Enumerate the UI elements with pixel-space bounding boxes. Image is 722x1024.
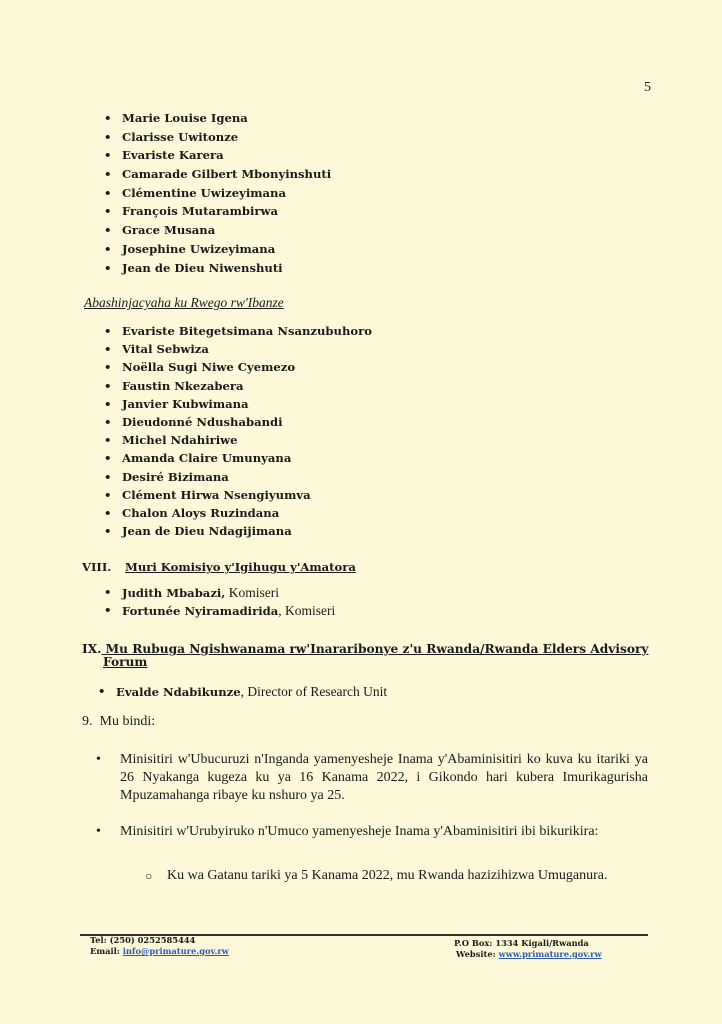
section-9-number: IX. <box>82 642 102 656</box>
list-item <box>104 585 335 603</box>
member-name: Evalde Ndabikunze <box>116 685 241 699</box>
section-8-number: VIII. <box>82 560 112 574</box>
list-item: • Clément Hirwa Nsengiyumva <box>104 488 372 506</box>
name-list-1 <box>104 111 331 279</box>
footer-address <box>454 938 602 960</box>
list-item: • Evariste Karera <box>104 148 331 167</box>
section-9-title-cont: Forum <box>103 655 148 669</box>
list-item: • Jean de Dieu Ndagijimana <box>104 524 372 542</box>
list-item: • Janvier Kubwimana <box>104 397 372 415</box>
paragraph: Minisitiri w'Urubyiruko n'Umuco yamenyesheje Inama y'Abaminisitiri ibi bikurikira: <box>120 824 599 839</box>
list-item <box>104 603 335 621</box>
paragraph: Ku wa Gatanu tariki ya 5 Kanama 2022, mu Rwanda hazizihizwa Umuganura. <box>167 868 608 883</box>
list-item: • Michel Ndahiriwe <box>104 433 372 451</box>
member-role: , Director of Research Unit <box>240 684 388 699</box>
member-role: , Komiseri <box>278 603 336 618</box>
email-link[interactable]: info@primature.gov.rw <box>122 946 229 956</box>
list-item <box>98 684 387 700</box>
section-9-title: Mu Rubuga Ngishwanama rw'Inararibonye z'u Rwanda/Rwanda Elders Advisory <box>101 642 649 656</box>
list-item: • Chalon Aloys Ruzindana <box>104 506 372 524</box>
paragraph: Minisitiri w'Ubucuruzi n'Inganda yamenyesheje Inama y'Abaminisitiri ko kuva ku itariki ya 26 Nyakanga kugeza ku ya 16 Kanama 2022, i Gikondo hari kubera Imurikagurisha Mpuzamahanga ribaye ku nshuro ya 25. <box>120 752 648 803</box>
bullet-icon: • <box>96 824 101 839</box>
footer-website-row <box>454 949 602 960</box>
section-8-title: Muri Komisiyo y'Igihugu y'Amatora <box>125 560 356 574</box>
website-link[interactable]: www.primature.gov.rw <box>498 949 602 959</box>
footer-pobox: P.O Box: 1334 Kigali/Rwanda <box>454 938 589 948</box>
section-9-heading <box>82 642 648 656</box>
footer-contact <box>90 935 229 957</box>
list-item: • Camarade Gilbert Mbonyinshuti <box>104 167 331 186</box>
section-9-list <box>98 684 387 700</box>
subheading: Abashinjacyaha ku Rwego rw'Ibanze <box>84 295 284 310</box>
list-item: • Amanda Claire Umunyana <box>104 451 372 469</box>
member-name: Fortunée Nyiramadirida <box>122 604 279 618</box>
list-item: • Grace Musana <box>104 223 331 242</box>
list-item: • Jean de Dieu Niwenshuti <box>104 261 331 280</box>
list-item: • François Mutarambirwa <box>104 204 331 223</box>
list-item: • Faustin Nkezabera <box>104 379 372 397</box>
section-8-list <box>104 585 335 621</box>
list-item: • Evariste Bitegetsimana Nsanzubuhoro <box>104 324 372 342</box>
list-item: • Clarisse Uwitonze <box>104 130 331 149</box>
list-item: • Noëlla Sugi Niwe Cyemezo <box>104 360 372 378</box>
list-item: • Josephine Uwizeyimana <box>104 242 331 261</box>
footer-tel: Tel: (250) 0252585444 <box>90 935 196 945</box>
list-item: • Vital Sebwiza <box>104 342 372 360</box>
email-label: Email: <box>90 946 123 956</box>
list-item: • Clémentine Uwizeyimana <box>104 186 331 205</box>
list-item: • Dieudonné Ndushabandi <box>104 415 372 433</box>
website-label: Website: <box>456 949 499 959</box>
member-role: Komiseri <box>225 585 279 600</box>
page-number: 5 <box>644 80 651 95</box>
item-9-label: 9. Mu bindi: <box>82 714 156 729</box>
member-name: Judith Mbabazi, <box>122 586 226 600</box>
name-list-2 <box>104 324 372 542</box>
list-item: • Desiré Bizimana <box>104 470 372 488</box>
list-item: • Marie Louise Igena <box>104 111 331 130</box>
footer-email-row <box>90 946 229 957</box>
bullet-icon: • <box>96 752 101 767</box>
circle-bullet-icon: ○ <box>145 869 153 883</box>
